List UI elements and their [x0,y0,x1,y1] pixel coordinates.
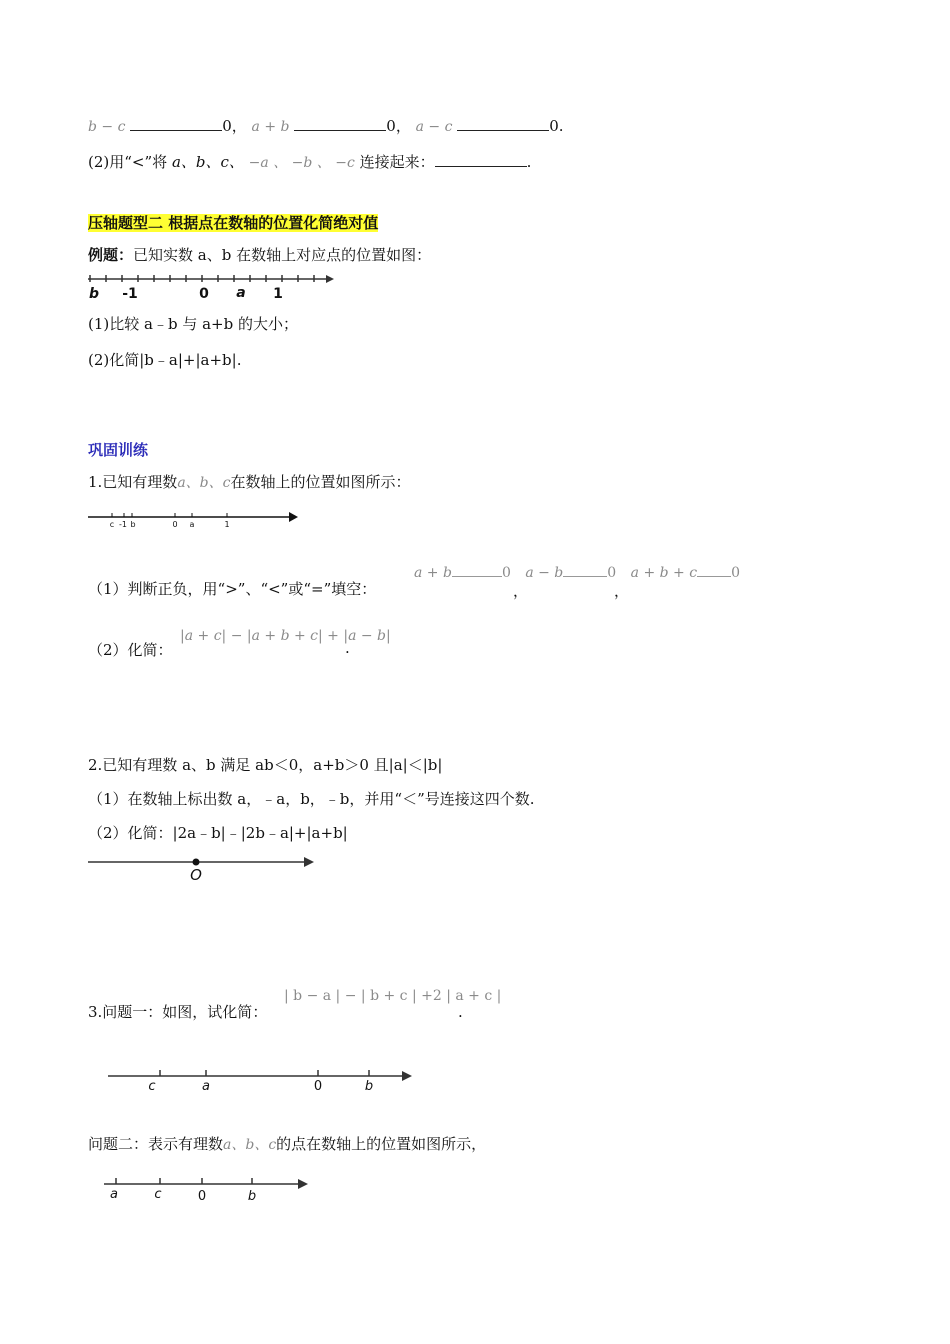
axis-label-neg1: -1 [122,286,138,302]
problem-2-sub-1: （1）在数轴上标出数 a，﹣a，b，﹣b，并用“＜”号连接这四个数. [88,790,535,808]
axis-label-c: c [148,1079,156,1094]
answer-blank[interactable] [697,563,731,577]
number-line-problem-3a [106,1066,418,1096]
problem-3-formula: | b − a | − | b + c | +2 | a + c | [284,988,502,1004]
answer-blank[interactable] [435,152,527,167]
answer-blank[interactable] [563,563,607,577]
axis-label-a: a [202,1079,210,1094]
number-line-problem-1 [86,508,302,532]
answer-blank[interactable] [294,116,386,131]
axis-label-b: b [364,1079,374,1094]
section-title: 压轴题型二 根据点在数轴的位置化简绝对值 [88,214,379,232]
axis-label-a: a [236,285,246,301]
axis-label-0: 0 [172,520,178,529]
axis-label-c: c [154,1187,162,1202]
problem-3-question-2: 问题二：表示有理数a、b、c的点在数轴上的位置如图所示， [88,1135,487,1153]
axis-label-1: 1 [273,286,283,302]
practice-title: 巩固训练 [88,441,149,459]
axis-label-a: a [189,520,195,529]
formula-a-plus-b: a + b [251,119,290,135]
example-line: 例题：已知实数 a、b 在数轴上对应点的位置如图： [88,246,432,264]
answer-blank[interactable] [452,563,502,577]
answer-blank[interactable] [457,116,549,131]
problem-2-sub-2: （2）化简：|2a﹣b|﹣|2b﹣a|+|a+b| [88,824,348,842]
problem-1-blanks: a + b 0 a − b 0 a + b + c 0 [414,565,740,581]
axis-label-0: 0 [199,286,209,302]
fill-in-line-1: b − c 0， a + b 0， a − c 0. [88,117,564,135]
example-question-2: (2)化简|b﹣a|+|a+b|. [88,351,242,369]
axis-label-1: 1 [224,520,230,529]
number-line-example [86,272,336,304]
problem-1-sub-2: （2）化简： [88,641,173,659]
axis-label-neg1: -1 [119,520,127,529]
axis-label-b: b [88,286,100,302]
axis-label-0: 0 [197,1189,207,1204]
axis-label-b: b [130,520,136,529]
problem-2-intro: 2.已知有理数 a、b 满足 ab＜0，a+b＞0 且|a|＜|b| [88,756,443,774]
axis-label-origin: O [190,866,202,884]
origin-dot [193,859,200,866]
number-line-problem-2 [86,852,318,884]
number-line-problem-3b [102,1174,312,1204]
formula-b-minus-c: b − c [88,119,126,135]
axis-label-c: c [109,520,115,529]
question-2-order: (2)用“<”将 a、b、c、 −a 、 −b 、 −c 连接起来： . [88,153,532,171]
formula-a-minus-c: a − c [415,119,453,135]
axis-label-b: b [247,1189,257,1204]
answer-blank[interactable] [130,116,222,131]
axis-label-0: 0 [313,1079,323,1094]
axis-label-a: a [110,1187,118,1202]
problem-1-intro: 1.已知有理数a、b、c在数轴上的位置如图所示： [88,473,411,491]
example-question-1: (1)比较 a﹣b 与 a+b 的大小； [88,315,298,333]
problem-1-formula: |a + c| − |a + b + c| + |a − b| [180,628,391,644]
problem-3-intro: 3.问题一：如图，试化简： [88,1003,268,1021]
problem-1-sub-1: （1）判断正负，用“>”、“<”或“=”填空： [88,580,377,598]
